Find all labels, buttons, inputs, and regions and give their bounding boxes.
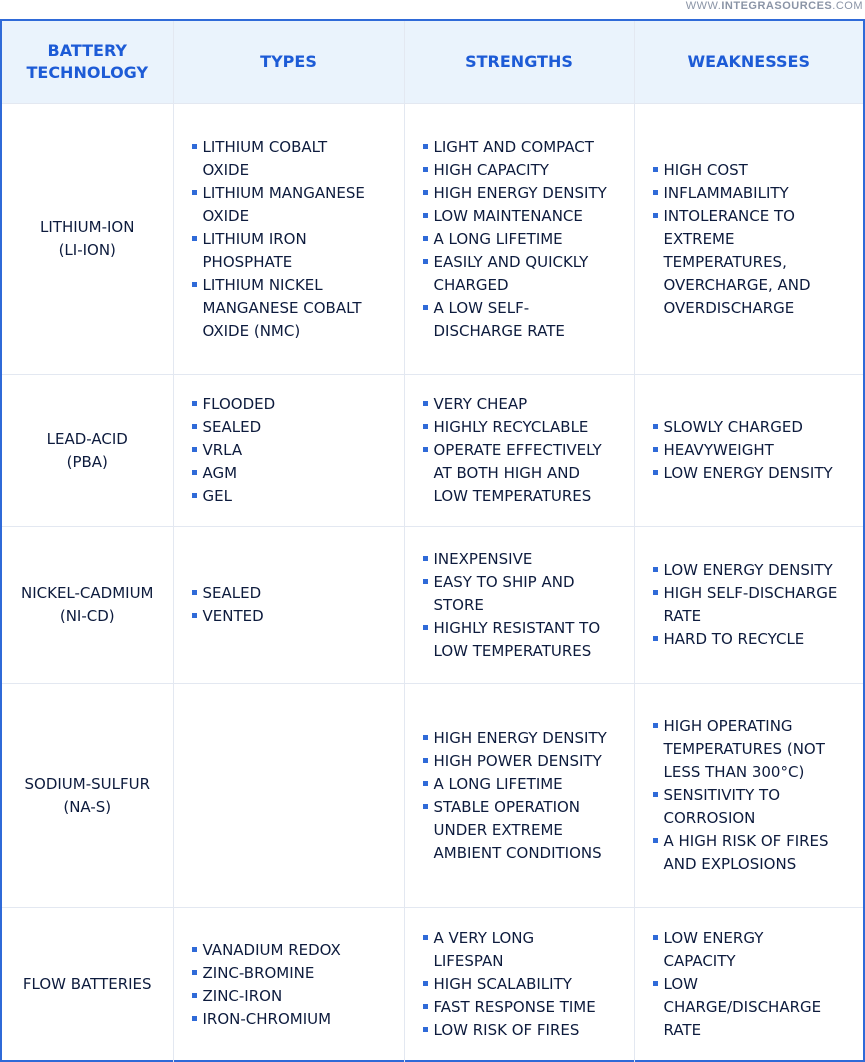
list-item-line: FLOODED <box>202 395 276 413</box>
square-bullet-icon <box>423 1027 428 1032</box>
square-bullet-icon <box>653 981 658 986</box>
list-item-line: ZINC-IRON <box>202 986 283 1005</box>
list-item <box>192 136 398 182</box>
list-item <box>423 182 628 205</box>
square-bullet-icon <box>653 838 658 843</box>
bullet-list <box>653 927 858 1042</box>
list-item <box>423 416 628 439</box>
technology-name-line: FLOW BATTERIES <box>22 975 152 994</box>
list-item <box>192 605 398 628</box>
square-bullet-icon <box>192 590 197 595</box>
list-item <box>653 416 858 439</box>
source-suffix: .COM <box>832 0 863 12</box>
square-bullet-icon <box>423 935 428 940</box>
list-item <box>192 393 398 416</box>
list-item-line: ZINC-BROMINE <box>202 963 315 982</box>
list-item-line: LITHIUM COBALT <box>202 137 328 156</box>
square-bullet-icon <box>192 970 197 975</box>
square-bullet-icon <box>653 470 658 475</box>
square-bullet-icon <box>423 167 428 172</box>
square-bullet-icon <box>192 1016 197 1021</box>
list-item <box>192 274 398 343</box>
list-item-line: LOW <box>663 975 698 994</box>
list-item-line: LITHIUM NICKEL <box>202 275 323 294</box>
list-item-line: LITHIUM MANGANESE <box>202 183 365 202</box>
header-strengths: STRENGTHS <box>404 21 634 104</box>
list-item-line: A HIGH RISK OF FIRES <box>663 832 829 850</box>
bullet-list <box>653 715 858 876</box>
square-bullet-icon <box>653 190 658 195</box>
list-item-line: HIGH SELF-DISCHARGE <box>663 584 838 602</box>
list-item-line: HIGH OPERATING <box>663 717 793 735</box>
technology-cell <box>2 527 173 684</box>
battery-comparison-table <box>0 19 865 1062</box>
strengths-cell <box>404 375 634 527</box>
list-item <box>192 462 398 485</box>
square-bullet-icon <box>423 401 428 406</box>
square-bullet-icon <box>192 424 197 429</box>
list-item <box>653 715 858 784</box>
list-item-line: DISCHARGE RATE <box>433 321 565 340</box>
list-item-line: VRLA <box>202 441 243 459</box>
list-item <box>653 628 858 651</box>
bullet-list <box>192 939 398 1031</box>
types-cell <box>173 684 404 908</box>
square-bullet-icon <box>192 447 197 452</box>
square-bullet-icon <box>423 424 428 429</box>
square-bullet-icon <box>192 282 197 287</box>
bullet-list <box>423 927 628 1042</box>
list-item-line: STABLE OPERATION <box>433 797 581 816</box>
list-item-line: STORE <box>433 595 484 614</box>
table-row <box>2 104 863 375</box>
list-item-line: OXIDE <box>202 160 250 179</box>
list-item <box>192 416 398 439</box>
bullet-list <box>192 582 398 628</box>
list-item <box>653 205 858 320</box>
source-brand: INTEGRASOURCES <box>721 0 833 12</box>
weaknesses-cell <box>634 375 863 527</box>
list-item <box>423 228 628 251</box>
list-item <box>192 485 398 508</box>
list-item <box>423 750 628 773</box>
table-row <box>2 908 863 1062</box>
bullet-list <box>653 159 858 320</box>
list-item <box>192 182 398 228</box>
list-item-line: CHARGE/DISCHARGE <box>663 998 822 1017</box>
list-item <box>653 830 858 876</box>
list-item-line: LESS THAN 300°C) <box>663 763 805 781</box>
list-item-line: SEALED <box>202 584 262 602</box>
square-bullet-icon <box>192 236 197 241</box>
list-item-line: VERY CHEAP <box>433 395 528 413</box>
list-item <box>423 773 628 796</box>
square-bullet-icon <box>423 625 428 630</box>
strengths-cell <box>404 527 634 684</box>
list-item-line: LOW ENERGY <box>663 929 764 948</box>
bullet-list <box>423 136 628 343</box>
list-item-line: TEMPERATURES, <box>663 252 787 271</box>
list-item <box>653 182 858 205</box>
square-bullet-icon <box>192 493 197 498</box>
list-item <box>653 559 858 582</box>
list-item <box>423 251 628 297</box>
list-item-line: HIGH SCALABILITY <box>433 975 572 994</box>
technology-name-line: (LI-ION) <box>58 241 116 259</box>
list-item-line: CHARGED <box>433 275 509 294</box>
list-item-line: A VERY LONG <box>433 929 535 948</box>
list-item <box>653 439 858 462</box>
list-item-line: LOW ENERGY DENSITY <box>663 561 833 579</box>
list-item-line: AGM <box>202 464 238 482</box>
list-item-line: RATE <box>663 607 702 625</box>
types-cell <box>173 908 404 1062</box>
header-battery-technology: BATTERY TECHNOLOGY <box>2 21 173 104</box>
list-item-line: LIFESPAN <box>433 952 504 971</box>
list-item <box>423 1019 628 1042</box>
list-item-line: VANADIUM REDOX <box>202 940 341 959</box>
square-bullet-icon <box>423 735 428 740</box>
list-item-line: HIGH ENERGY DENSITY <box>433 728 607 747</box>
list-item-line: SENSITIVITY TO <box>663 786 780 804</box>
square-bullet-icon <box>423 259 428 264</box>
list-item-line: INEXPENSIVE <box>433 549 533 568</box>
square-bullet-icon <box>653 723 658 728</box>
square-bullet-icon <box>423 447 428 452</box>
list-item <box>653 582 858 628</box>
list-item-line: LOW TEMPERATURES <box>433 641 592 660</box>
list-item <box>192 939 398 962</box>
bullet-list <box>653 416 858 485</box>
list-item <box>423 727 628 750</box>
square-bullet-icon <box>423 213 428 218</box>
square-bullet-icon <box>653 636 658 641</box>
header-row <box>2 21 863 104</box>
table-row <box>2 527 863 684</box>
bullet-list <box>192 393 398 508</box>
technology-name-line: (PBA) <box>66 452 108 471</box>
bullet-list <box>423 393 628 508</box>
square-bullet-icon <box>423 1004 428 1009</box>
list-item-line: OPERATE EFFECTIVELY <box>433 441 602 459</box>
technology-cell <box>2 104 173 375</box>
technology-name-line: LEAD-ACID <box>46 429 128 448</box>
list-item-line: LOW ENERGY DENSITY <box>663 464 833 482</box>
list-item <box>423 996 628 1019</box>
square-bullet-icon <box>192 190 197 195</box>
list-item-line: HARD TO RECYCLE <box>663 630 805 648</box>
list-item-line: HIGHLY RECYCLABLE <box>433 418 589 436</box>
list-item-line: AMBIENT CONDITIONS <box>433 843 602 862</box>
list-item-line: LOW MAINTENANCE <box>433 206 583 225</box>
header-types: TYPES <box>173 21 404 104</box>
source-watermark <box>686 0 863 14</box>
list-item-line: EXTREME <box>663 229 735 248</box>
list-item-line: CORROSION <box>663 809 756 827</box>
list-item <box>423 136 628 159</box>
header-weaknesses: WEAKNESSES <box>634 21 863 104</box>
types-cell <box>173 527 404 684</box>
square-bullet-icon <box>192 144 197 149</box>
list-item-line: A LOW SELF- <box>433 298 530 317</box>
technology-name-line: SODIUM-SULFUR <box>24 774 151 793</box>
list-item-line: RATE <box>663 1021 702 1040</box>
square-bullet-icon <box>653 167 658 172</box>
list-item <box>192 962 398 985</box>
technology-cell <box>2 908 173 1062</box>
square-bullet-icon <box>653 590 658 595</box>
bullet-list <box>192 136 398 343</box>
list-item-line: HIGH ENERGY DENSITY <box>433 183 607 202</box>
square-bullet-icon <box>423 190 428 195</box>
list-item-line: PHOSPHATE <box>202 252 293 271</box>
list-item <box>423 927 628 973</box>
square-bullet-icon <box>423 804 428 809</box>
square-bullet-icon <box>192 470 197 475</box>
list-item-line: IRON-CHROMIUM <box>202 1009 332 1028</box>
table-body <box>2 104 863 1062</box>
list-item-line: HIGHLY RESISTANT TO <box>433 618 601 637</box>
square-bullet-icon <box>423 556 428 561</box>
list-item-line: TEMPERATURES (NOT <box>663 740 825 758</box>
list-item <box>653 784 858 830</box>
list-item-line: HIGH CAPACITY <box>433 160 549 179</box>
bullet-list <box>423 548 628 663</box>
square-bullet-icon <box>423 579 428 584</box>
strengths-cell <box>404 104 634 375</box>
list-item <box>423 439 628 508</box>
list-item-line: LOW RISK OF FIRES <box>433 1021 580 1040</box>
list-item <box>423 297 628 343</box>
list-item-line: LITHIUM IRON <box>202 229 307 248</box>
square-bullet-icon <box>192 993 197 998</box>
technology-name-line: (NA-S) <box>63 797 112 816</box>
list-item-line: EASILY AND QUICKLY <box>433 252 589 271</box>
list-item <box>423 159 628 182</box>
list-item-line: AND EXPLOSIONS <box>663 855 797 873</box>
technology-cell <box>2 375 173 527</box>
square-bullet-icon <box>423 236 428 241</box>
square-bullet-icon <box>423 144 428 149</box>
weaknesses-cell <box>634 527 863 684</box>
list-item-line: OXIDE (NMC) <box>202 321 301 340</box>
list-item-line: CAPACITY <box>663 952 736 971</box>
list-item <box>423 571 628 617</box>
weaknesses-cell <box>634 684 863 908</box>
list-item-line: A LONG LIFETIME <box>433 774 563 793</box>
technology-name-line: NICKEL-CADMIUM <box>20 584 154 602</box>
square-bullet-icon <box>192 401 197 406</box>
square-bullet-icon <box>653 424 658 429</box>
bullet-list <box>653 559 858 651</box>
list-item-line: OVERCHARGE, AND <box>663 275 811 294</box>
strengths-cell <box>404 684 634 908</box>
list-item <box>192 1008 398 1031</box>
list-item <box>653 462 858 485</box>
types-cell <box>173 375 404 527</box>
list-item <box>423 393 628 416</box>
list-item-line: UNDER EXTREME <box>433 820 563 839</box>
list-item <box>192 985 398 1008</box>
list-item <box>653 973 858 1042</box>
list-item-line: VENTED <box>202 607 264 625</box>
technology-cell <box>2 684 173 908</box>
list-item-line: A LONG LIFETIME <box>433 229 563 248</box>
list-item <box>423 548 628 571</box>
square-bullet-icon <box>423 981 428 986</box>
list-item-line: HEAVYWEIGHT <box>663 441 774 459</box>
square-bullet-icon <box>423 781 428 786</box>
square-bullet-icon <box>423 305 428 310</box>
square-bullet-icon <box>653 567 658 572</box>
weaknesses-cell <box>634 908 863 1062</box>
list-item <box>192 582 398 605</box>
list-item-line: OVERDISCHARGE <box>663 298 795 317</box>
list-item <box>423 617 628 663</box>
types-cell <box>173 104 404 375</box>
list-item-line: AT BOTH HIGH AND <box>433 464 580 482</box>
square-bullet-icon <box>192 613 197 618</box>
list-item-line: HIGH COST <box>663 160 748 179</box>
list-item-line: SEALED <box>202 418 262 436</box>
square-bullet-icon <box>653 935 658 940</box>
square-bullet-icon <box>192 947 197 952</box>
list-item-line: OXIDE <box>202 206 250 225</box>
list-item <box>423 205 628 228</box>
bullet-list <box>423 727 628 865</box>
list-item-line: LOW TEMPERATURES <box>433 487 592 505</box>
strengths-cell <box>404 908 634 1062</box>
list-item-line: SLOWLY CHARGED <box>663 418 803 436</box>
list-item-line: MANGANESE COBALT <box>202 298 362 317</box>
table-row <box>2 684 863 908</box>
list-item <box>192 439 398 462</box>
technology-name-line: (NI-CD) <box>59 607 115 625</box>
list-item-line: HIGH POWER DENSITY <box>433 751 602 770</box>
source-prefix: WWW. <box>685 0 722 12</box>
table-row <box>2 375 863 527</box>
square-bullet-icon <box>423 758 428 763</box>
list-item <box>423 973 628 996</box>
list-item <box>192 228 398 274</box>
square-bullet-icon <box>653 213 658 218</box>
list-item <box>653 159 858 182</box>
list-item-line: EASY TO SHIP AND <box>433 572 575 591</box>
list-item <box>653 927 858 973</box>
list-item-line: GEL <box>202 487 232 505</box>
list-item-line: INTOLERANCE TO <box>663 206 795 225</box>
square-bullet-icon <box>653 447 658 452</box>
list-item-line: INFLAMMABILITY <box>663 183 789 202</box>
weaknesses-cell <box>634 104 863 375</box>
square-bullet-icon <box>653 792 658 797</box>
list-item-line: FAST RESPONSE TIME <box>433 998 596 1017</box>
technology-name-line: LITHIUM-ION <box>40 218 135 236</box>
list-item-line: LIGHT AND COMPACT <box>433 137 594 156</box>
list-item <box>423 796 628 865</box>
